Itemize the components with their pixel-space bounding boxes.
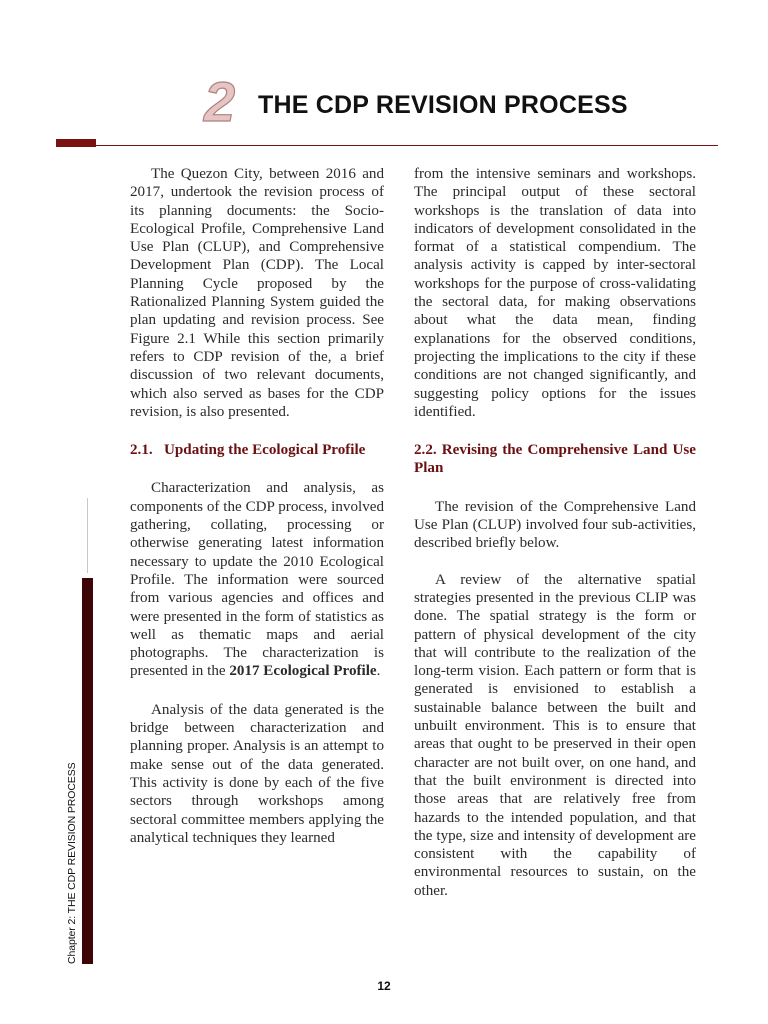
profile-reference: 2017 Ecological Profile xyxy=(229,663,377,680)
paragraph-clup-revision: The revision of the Comprehensive Land Use Plan (CLUP) involved four sub-activities, described briefly below. xyxy=(414,498,696,552)
section-heading-2-2: 2.2. Revising the Comprehensive Land Use Plan xyxy=(414,442,696,477)
side-chapter-label: Chapter 2: THE CDP REVISION PROCESS xyxy=(66,762,78,964)
chapter-number: 2 xyxy=(204,70,236,133)
paragraph-characterization xyxy=(130,479,384,680)
section-heading-2-1 xyxy=(130,441,384,459)
chapter-title: THE CDP REVISION PROCESS xyxy=(258,91,628,119)
side-bar xyxy=(82,578,93,964)
title-rule-block xyxy=(56,139,96,147)
page-number: 12 xyxy=(377,979,391,993)
title-rule-line xyxy=(96,145,718,146)
section-title: Updating the Ecological Profile xyxy=(164,442,366,459)
intro-paragraph: The Quezon City, between 2016 and 2017, undertook the revision process of its planning documents: the Socio-Ecological Profile, Comprehensive Land Use Plan (CLUP), and Comprehensive Development Plan (CDP). The Local Planning Cycle proposed by the Rationalized Planning System guided the plan updating and revision process. See Figure 2.1 While this section primarily refers to CDP revision of the, a brief discussion of two relevant documents, which also served as bases for the CDP revision, is also presented. xyxy=(130,166,384,420)
section-number: 2.1. xyxy=(130,442,153,459)
left-column xyxy=(130,165,384,847)
paragraph-end: . xyxy=(376,663,381,680)
paragraph-analysis: Analysis of the data generated is the bridge between characterization and planning proper. Analysis is an attempt to make sense out of the data generated. This activity is done by each of the five sectors through workshops among sectoral committee members applying the analytical techniques they learned xyxy=(130,701,384,846)
side-rule xyxy=(87,498,88,573)
right-column xyxy=(414,165,696,900)
paragraph-spatial-strategy: A review of the alternative spatial strategies presented in the previous CLIP was done. The spatial strategy is the form or pattern of physical development of the city that will contribute to the realization of the long-term vision. Each pattern or form that is generated is envisioned to establish a sustainable balance between the built and unbuilt environment. This is to ensure that areas that ought to be preserved in their open character are not built over, on one hand, and that the built environment is directed into those areas that are relatively free from hazards to the intended population, and that the type, size and intensity of development are consistent with the capability of environmental resources to sustain, on the other. xyxy=(414,571,696,899)
paragraph-text: Characterization and analysis, as components of the CDP process, involved gathering, collating, processing or otherwise generating latest information necessary to update the 2010 Ecological Profile. The information were sourced from various agencies and offices and were presented in the form of statistics as well as thematic maps and aerial photographs. The characterization is presented in the xyxy=(130,480,384,680)
continued-paragraph: from the intensive seminars and workshops. The principal output of these sectoral workshops is the translation of data into indicators of development consolidated in the format of a statistical compendium. The analysis activity is capped by inter-sectoral workshops for the purpose of cross-validating the sectoral data, for making observations about what the data mean, finding explanations for the observed conditions, projecting the implications to the city if these conditions are not changed significantly, and suggesting policy options for the issues identified. xyxy=(414,166,696,420)
